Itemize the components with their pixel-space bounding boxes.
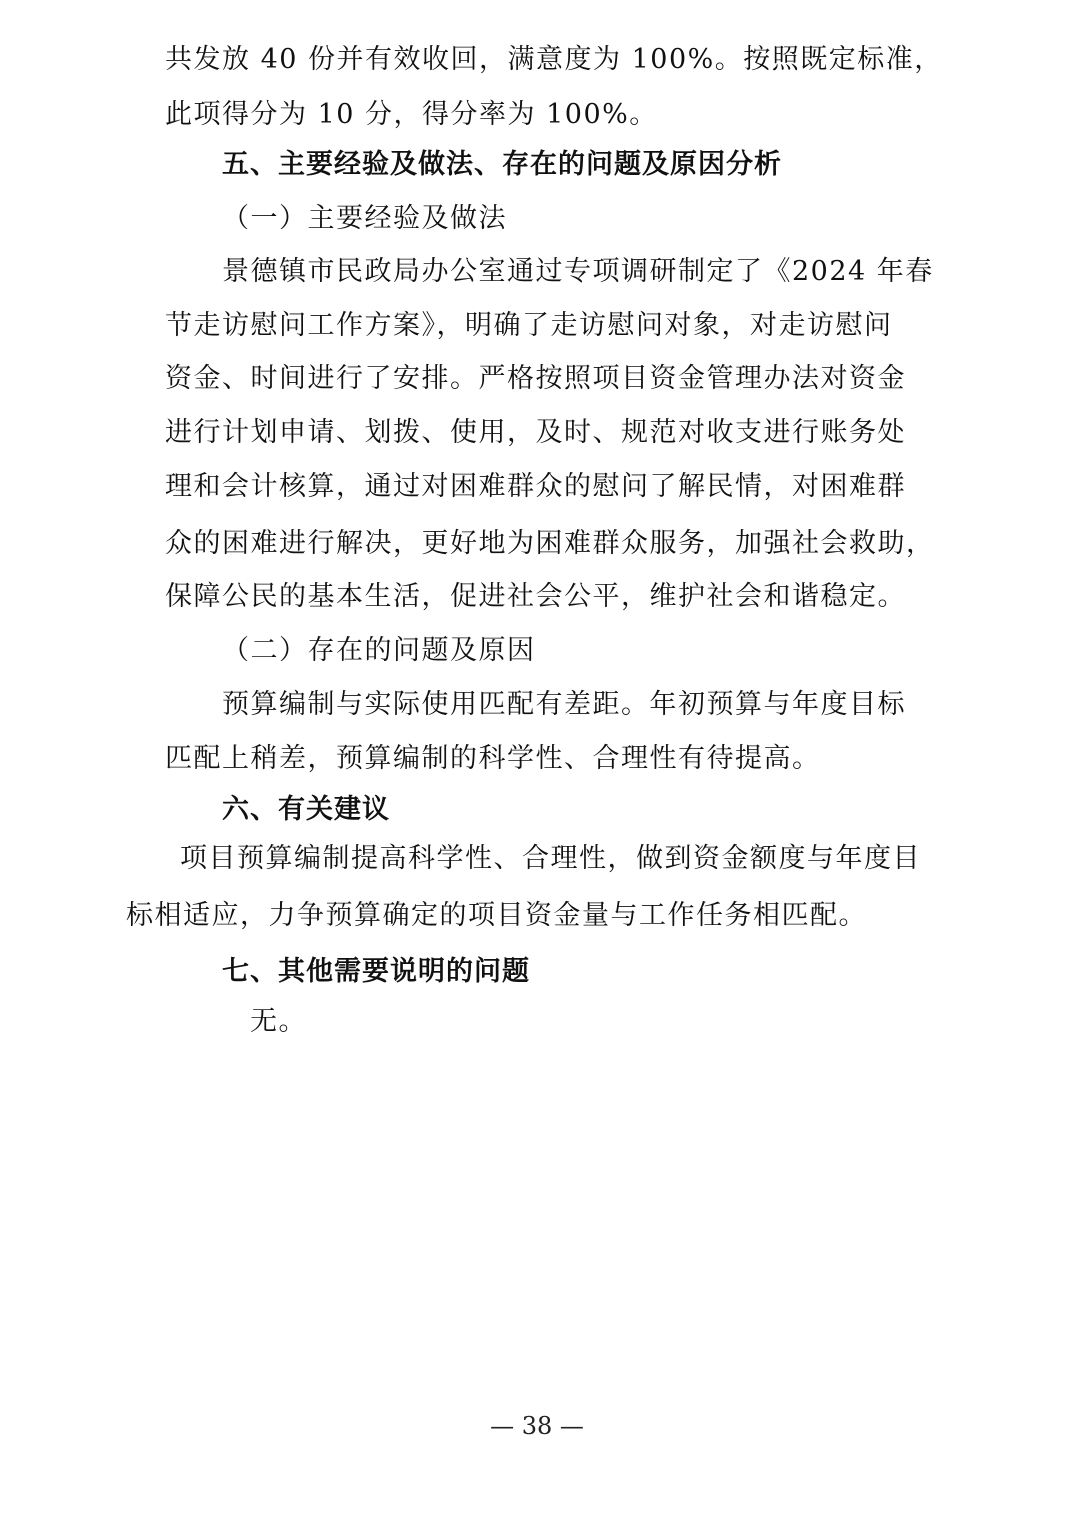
subsection-heading-2: （二）存在的问题及原因 xyxy=(222,635,536,666)
subsection-heading-1: （一）主要经验及做法 xyxy=(222,203,507,234)
section-heading-7: 七、其他需要说明的问题 xyxy=(222,956,530,987)
body-text-line: 标相适应，力争预算确定的项目资金量与工作任务相匹配。 xyxy=(126,900,867,931)
body-text-line: 项目预算编制提高科学性、合理性，做到资金额度与年度目 xyxy=(180,843,921,874)
body-text-line: 无。 xyxy=(250,1006,307,1037)
body-text-line: 此项得分为 10 分，得分率为 100%。 xyxy=(165,99,658,130)
body-text-line: 保障公民的基本生活，促进社会公平，维护社会和谐稳定。 xyxy=(165,581,906,612)
body-text-line: 匹配上稍差，预算编制的科学性、合理性有待提高。 xyxy=(165,743,821,774)
body-text-line: 预算编制与实际使用匹配有差距。年初预算与年度目标 xyxy=(222,689,906,720)
body-text-line: 进行计划申请、划拨、使用，及时、规范对收支进行账务处 xyxy=(165,417,906,448)
body-text-line: 景德镇市民政局办公室通过专项调研制定了《2024 年春 xyxy=(222,256,934,287)
body-text-line: 共发放 40 份并有效收回，满意度为 100%。按照既定标准， xyxy=(165,44,943,75)
body-text-line: 资金、时间进行了安排。严格按照项目资金管理办法对资金 xyxy=(165,363,906,394)
section-heading-5: 五、主要经验及做法、存在的问题及原因分析 xyxy=(222,149,782,180)
page-number: — 38 — xyxy=(490,1412,584,1440)
body-text-line: 节走访慰问工作方案》，明确了走访慰问对象，对走访慰问 xyxy=(165,310,893,341)
body-text-line: 理和会计核算，通过对困难群众的慰问了解民情，对困难群 xyxy=(165,471,906,502)
body-text-line: 众的困难进行解决，更好地为困难群众服务，加强社会救助， xyxy=(165,528,935,559)
section-heading-6: 六、有关建议 xyxy=(222,794,390,825)
